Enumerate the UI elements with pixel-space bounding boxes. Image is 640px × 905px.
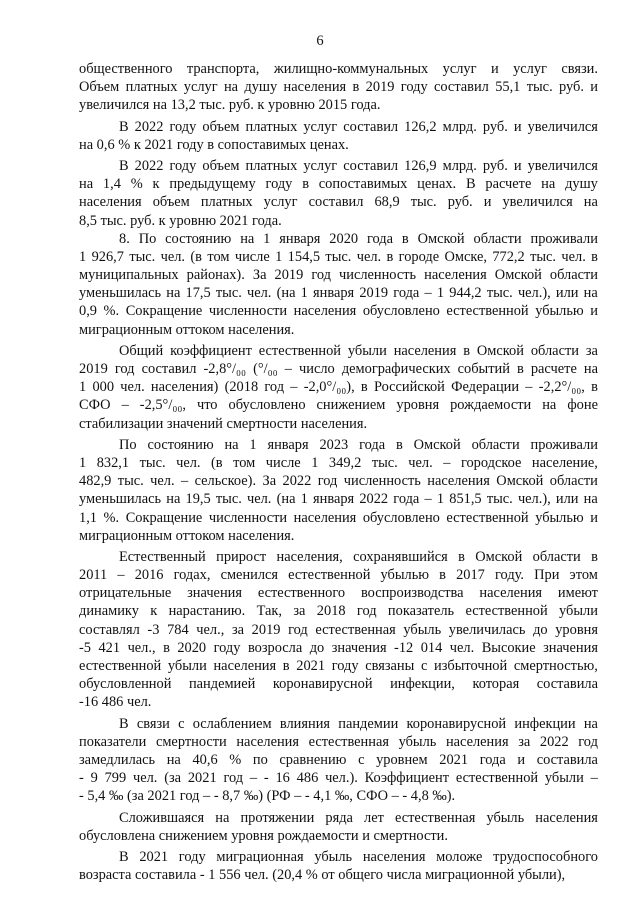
text-line: В связи с ослаблением влияния пандемии коронавирусной инфекции на [119, 715, 598, 732]
text-line: естественной убыли населения в 2021 году связаны с избыточной смертностью, [79, 658, 598, 674]
text-line: 482,9 тыс. чел. – сельское). За 2022 год численность населения Омской области [79, 473, 598, 490]
text-line: 8,5 тыс. руб. к уровню 2021 года. [79, 212, 282, 229]
text-line: 1,1 %. Сокращение численности населения обусловлено естественной убылью и [79, 509, 598, 526]
paragraph [79, 60, 598, 115]
text-line: муниципальных районах). За 2019 год численность населения Омской области [79, 267, 598, 284]
text-line: обусловленной пандемией коронавирусной инфекции, которая составила [79, 676, 598, 693]
text-line: 1 000 чел. населения) (2018 год – -2,0°/₀₀), в Российской Федерации – -2,2°/₀₀, в [79, 379, 598, 396]
text-line: на 0,6 % к 2021 году в сопоставимых ценах. [79, 136, 349, 153]
text-line: 2019 год составил -2,8°/₀₀ (°/₀₀ – число демографических событий в расчете на [79, 361, 598, 377]
text-line: Общий коэффициент естественной убыли населения в Омской области за [119, 342, 598, 359]
text-line: общественного транспорта, жилищно-коммунальных услуг и услуг связи. [79, 61, 598, 77]
text-line: По состоянию на 1 января 2023 года в Омской области проживали [119, 436, 598, 453]
body-text [79, 60, 598, 884]
text-line: - 9 799 чел. (за 2021 год – - 16 486 чел.). Коэффициент естественной убыли – [79, 770, 598, 787]
text-line: увеличился на 13,2 тыс. руб. к уровню 2015 года. [79, 97, 381, 114]
page-number: 6 [316, 33, 324, 49]
text-line: уменьшилась на 19,5 тыс. чел. (на 1 января 2022 года – 1 851,5 тыс. чел.), или на [79, 491, 598, 508]
text-line: уменьшилась на 17,5 тыс. чел. (на 1 января 2019 года – 1 944,2 тыс. чел.), или на [79, 285, 598, 302]
text-line: показатели смертности населения естественная убыль населения за 2022 год [79, 733, 598, 750]
paragraph [79, 715, 598, 806]
text-line: Естественный прирост населения, сохранявшийся в Омской области в [119, 548, 598, 565]
text-line: 1 832,1 тыс. чел. (в том числе 1 349,2 тыс. чел. – городское население, [79, 454, 598, 471]
text-line: возраста составила - 1 556 чел. (20,4 % от общего числа миграционной убыли), [79, 867, 566, 884]
text-line: В 2022 году объем платных услуг составил 126,2 млрд. руб. и увеличился [119, 118, 598, 135]
text-line: миграционным оттоком населения. [79, 527, 295, 544]
text-line: 2011 – 2016 годах, сменился естественной убылью в 2017 году. При этом [79, 567, 598, 584]
paragraph [79, 548, 598, 712]
paragraph [79, 436, 598, 545]
text-line: Объем платных услуг на душу населения в 2019 году составил 55,1 тыс. руб. и [79, 79, 598, 96]
text-line: В 2022 году объем платных услуг составил 126,9 млрд. руб. и увеличился [119, 157, 598, 174]
text-line: 1 926,7 тыс. чел. (в том числе 1 154,5 тыс. чел. в городе Омске, 772,2 тыс. чел. в [79, 248, 598, 265]
text-line: динамику к нарастанию. Так, за 2018 год показатель естественной убыли [79, 603, 598, 620]
text-line: -5 421 чел., в 2020 году возросла до значения -12 014 чел. Высокие значения [79, 639, 598, 656]
text-line: СФО – -2,5°/₀₀, что обусловлено снижением уровня рождаемости на фоне [79, 397, 598, 414]
text-line: населения объем платных услуг составил 68,9 тыс. руб. и увеличился на [79, 194, 598, 211]
text-line: составлял -3 784 чел., за 2019 год естественная убыль увеличилась до уровня [79, 621, 598, 638]
text-line: стабилизации значений смертности населения. [79, 415, 368, 432]
text-line: 0,9 %. Сокращение численности населения обусловлено естественной убылью и [79, 303, 598, 320]
text-line: -16 486 чел. [79, 694, 152, 711]
text-line: отрицательные значения естественного воспроизводства населения имеют [79, 585, 598, 602]
text-line: на 1,4 % к предыдущему году в сопоставимых ценах. В расчете на душу [79, 176, 598, 193]
text-line: замедлилась на 40,6 % по сравнению с уровнем 2021 года и составила [79, 751, 598, 768]
text-line: 8. По состоянию на 1 января 2020 года в Омской области проживали [119, 230, 598, 247]
paragraph [79, 118, 598, 154]
text-line: - 5,4 ‰ (за 2021 год – - 8,7 ‰) (РФ – - 4,1 ‰, СФО – - 4,8 ‰). [79, 788, 456, 805]
text-line: обусловлена снижением уровня рождаемости и смертности. [79, 827, 448, 844]
text-line: В 2021 году миграционная убыль населения моложе трудоспособного [119, 848, 598, 865]
paragraph [79, 342, 598, 433]
paragraph [79, 230, 598, 339]
text-line: миграционным оттоком населения. [79, 321, 295, 338]
paragraph [79, 848, 598, 884]
text-line: Сложившаяся на протяжении ряда лет естественная убыль населения [119, 809, 598, 826]
paragraph [79, 809, 598, 845]
paragraph [79, 157, 598, 230]
